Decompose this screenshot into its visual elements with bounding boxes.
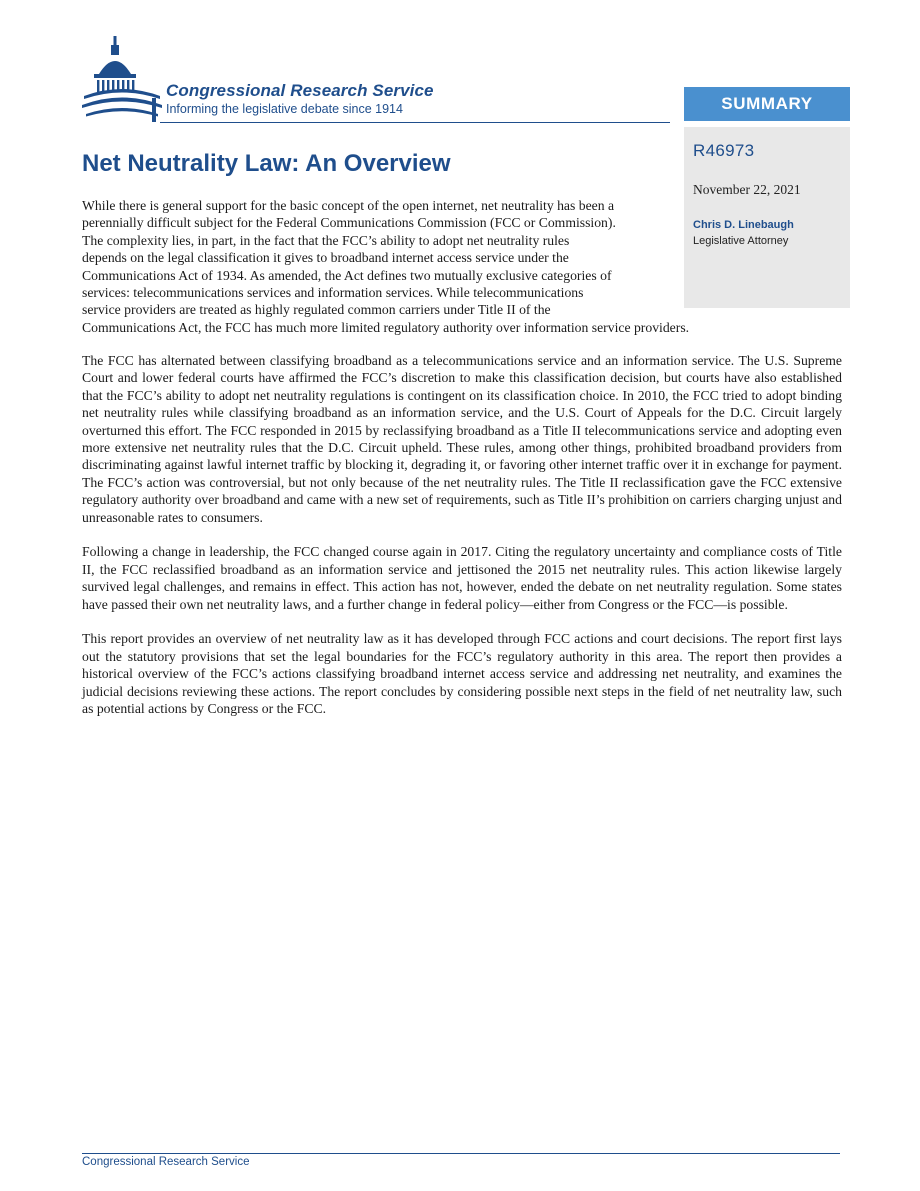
capitol-dome-icon (82, 34, 164, 122)
paragraph-line: perennially difficult subject for the Federal Communications Commission (FCC or Commission). (82, 215, 616, 231)
paragraph-line: depends on the legal classification it gives to broadband internet access service under the (82, 250, 569, 266)
first-paragraph (82, 197, 852, 336)
org-name: Congressional Research Service (166, 81, 434, 100)
crs-logo (82, 34, 482, 122)
org-tagline: Informing the legislative debate since 1914 (166, 102, 403, 116)
paragraph-line: services: telecommunications services and information services. While telecommunications (82, 285, 584, 301)
author-name: Chris D. Linebaugh (693, 219, 794, 231)
paragraph-line: service providers are treated as highly regulated common carriers under Title II of the (82, 302, 551, 318)
document-body (82, 352, 842, 735)
body-paragraph: This report provides an overview of net neutrality law as it has developed through FCC actions and court decisions. The report first lays out the statutory provisions that set the legal boundaries for the FCC’s regulatory authority in this area. The report then provides a historical overview of the FCC’s actions classifying broadband internet access service and addressing net neutrality, and examines the judicial decisions reviewing these actions. The report concludes by considering possible next steps in the field of net neutrality law, such as potential actions by Congress or the FCC. (82, 631, 842, 717)
body-paragraph: Following a change in leadership, the FCC changed course again in 2017. Citing the regulatory uncertainty and compliance costs of Title II, the FCC reclassified broadband as an information service and jettisoned the 2015 net neutrality rules. This action likewise largely survived legal challenges, and remains in effect. This action has not, however, ended the debate on net neutrality regulation. Some states have passed their own net neutrality laws, and a further change in federal policy—either from Congress or the FCC—is possible. (82, 544, 842, 612)
paragraph-line: While there is general support for the basic concept of the open internet, net neutrality has been a (82, 198, 615, 213)
paragraph-line: The complexity lies, in part, in the fact that the FCC’s ability to adopt net neutrality rules (82, 232, 570, 248)
report-date: November 22, 2021 (693, 182, 801, 197)
paragraph-line: Communications Act, the FCC has much more limited regulatory authority over information service providers. (82, 319, 690, 335)
report-number: R46973 (693, 141, 755, 160)
paragraph-line: Communications Act of 1934. As amended, the Act defines two mutually exclusive categories of (82, 267, 612, 283)
footer-divider (82, 1153, 840, 1154)
header-divider (160, 122, 670, 123)
footer-label: Congressional Research Service (82, 1156, 250, 1168)
author-title: Legislative Attorney (693, 235, 789, 247)
document-title: Net Neutrality Law: An Overview (82, 150, 451, 177)
body-paragraph: The FCC has alternated between classifying broadband as a telecommunications service and an information service. The U.S. Supreme Court and lower federal courts have affirmed the FCC’s discretion to make this classification decision, but courts have also established that the FCC’s ability to adopt net neutrality regulations is contingent on its classification choice. In 2010, the FCC tried to adopt binding net neutrality rules while classifying broadband as an information service, and the U.S. Court of Appeals for the D.C. Circuit largely overturned this effort. The FCC responded in 2015 by reclassifying broadband as a Title II telecommunications service and adopting even more extensive net neutrality rules that the D.C. Circuit upheld. These rules, among other things, prohibited broadband providers from discriminating against lawful internet traffic by blocking it, degrading it, or favoring other internet traffic over it in exchange for payment. The FCC’s action was controversial, but not only because of the net neutrality rules. The Title II reclassification gave the FCC extensive regulatory authority over broadband and came with a new set of requirements, such as Title II’s prohibition on carriers charging unjust and unreasonable rates to consumers. (82, 353, 842, 525)
summary-label: SUMMARY (684, 87, 850, 121)
